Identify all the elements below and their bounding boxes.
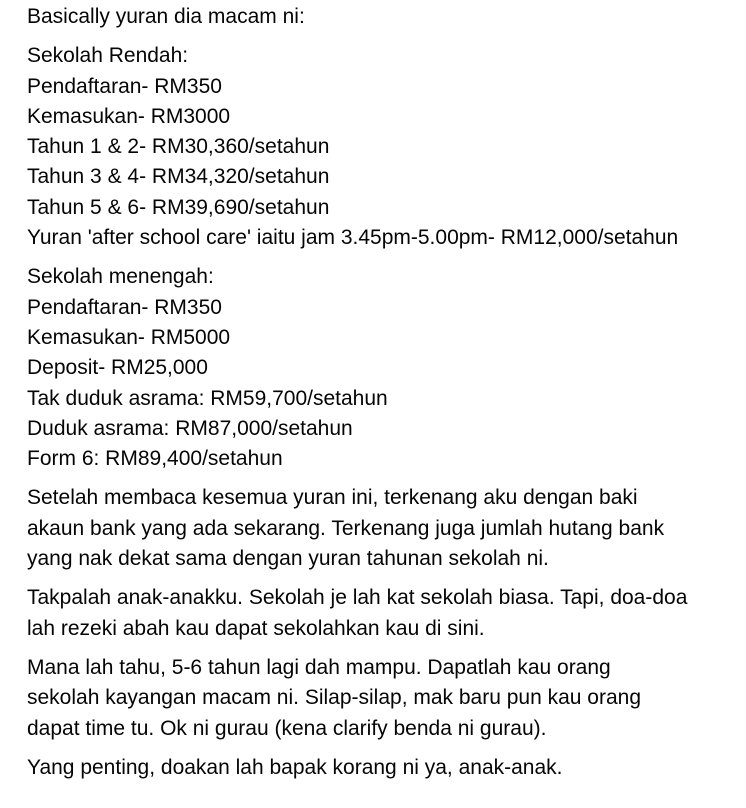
post-text-line: Basically yuran dia macam ni: bbox=[27, 5, 305, 28]
post-text-line: Mana lah tahu, 5-6 tahun lagi dah mampu. Dapatlah kau orang bbox=[27, 655, 611, 679]
fee-item: Tak duduk asrama: RM59,700/setahun bbox=[27, 386, 388, 410]
post-text-line: akaun bank yang ada sekarang. Terkenang juga jumlah hutang bank bbox=[27, 516, 665, 540]
post-text-line: Yang penting, doakan lah bapak korang ni ya, anak-anak. bbox=[27, 755, 563, 779]
fee-item: Deposit- RM25,000 bbox=[27, 356, 208, 380]
post-text-line: yang nak dekat sama dengan yuran tahunan sekolah ni. bbox=[27, 547, 549, 571]
section-heading: Sekolah menengah: bbox=[27, 265, 214, 289]
post-text-line: Takpalah anak-anakku. Sekolah je lah kat sekolah biasa. Tapi, doa-doa bbox=[27, 586, 688, 610]
section-heading: Sekolah Rendah: bbox=[27, 44, 189, 68]
fee-item: Pendaftaran- RM350 bbox=[27, 74, 222, 98]
post-paragraph-anak bbox=[27, 583, 746, 644]
post-paragraph-reflection bbox=[27, 483, 746, 574]
post-text-line: dapat time tu. Ok ni gurau (kena clarify benda ni gurau). bbox=[27, 716, 547, 740]
fee-item: Pendaftaran- RM350 bbox=[27, 295, 222, 319]
post-text-line: lah rezeki abah kau dapat sekolahkan kau di sini. bbox=[27, 616, 485, 640]
fee-item: Tahun 5 & 6- RM39,690/setahun bbox=[27, 195, 330, 219]
fee-item: Tahun 3 & 4- RM34,320/setahun bbox=[27, 165, 330, 189]
fee-item: Duduk asrama: RM87,000/setahun bbox=[27, 416, 353, 440]
post-text-line: Setelah membaca kesemua yuran ini, terkenang aku dengan baki bbox=[27, 486, 638, 510]
post-paragraph-closing bbox=[27, 753, 746, 783]
fee-item: Kemasukan- RM3000 bbox=[27, 104, 231, 128]
fee-item: Kemasukan- RM5000 bbox=[27, 325, 231, 349]
fee-item: Yuran 'after school care' iaitu jam 3.45pm-5.00pm- RM12,000/setahun bbox=[27, 226, 679, 250]
fee-item: Form 6: RM89,400/setahun bbox=[27, 447, 283, 471]
fee-item: Tahun 1 & 2- RM30,360/setahun bbox=[27, 135, 330, 159]
post-text-line: sekolah kayangan macam ni. Silap-silap, mak baru pun kau orang bbox=[27, 686, 642, 710]
post-paragraph-sekolah-rendah bbox=[27, 41, 746, 253]
post-paragraph-intro bbox=[27, 2, 746, 32]
post-paragraph-sekolah-menengah bbox=[27, 262, 746, 474]
post-paragraph-hope bbox=[27, 653, 746, 744]
